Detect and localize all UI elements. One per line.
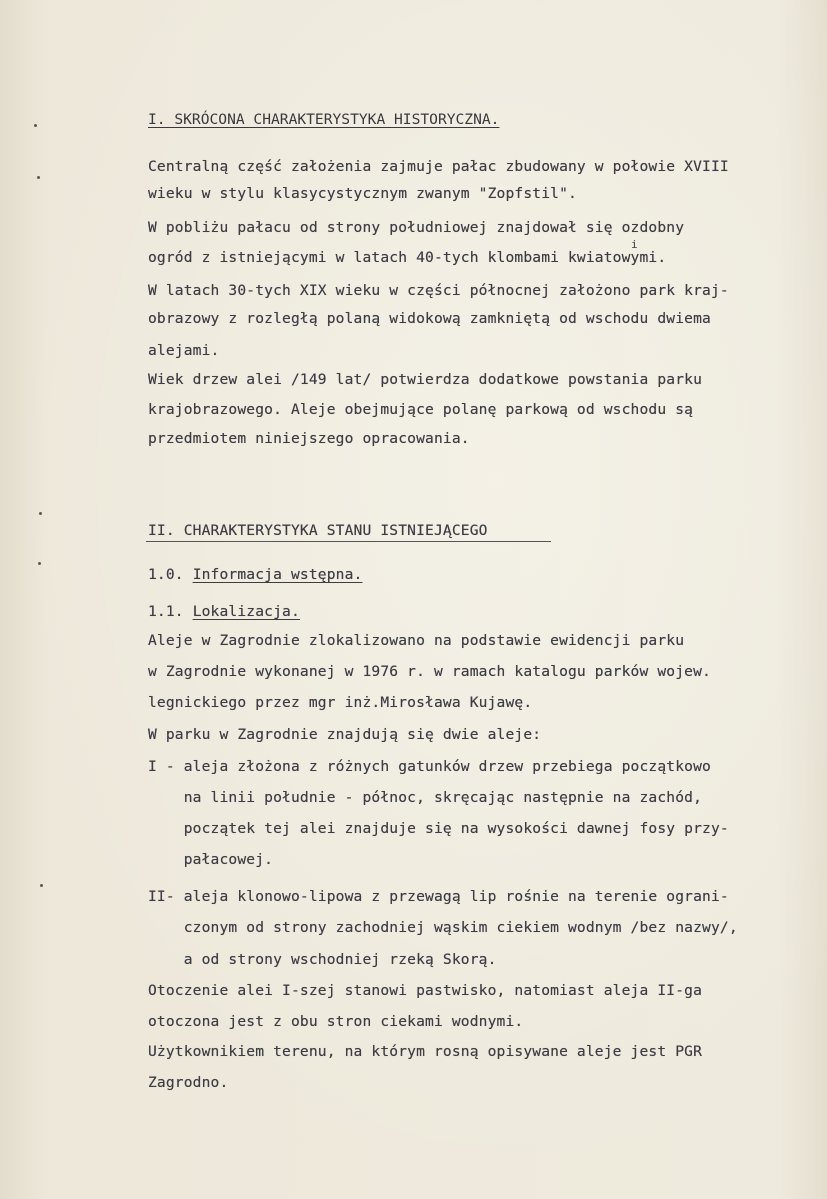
section-1-line: wieku w stylu klasycystycznym zwanym "Zopfstil".	[148, 185, 577, 202]
section-2-line: legnickiego przez mgr inż.Mirosława Kujawę.	[148, 694, 533, 711]
subsection-number: 1.0.	[148, 566, 184, 583]
section-1-line: przedmiotem niniejszego opracowania.	[148, 430, 470, 447]
section-1-line: obrazowy z rozległą polaną widokową zamkniętą od wschodu dwiema	[148, 310, 711, 327]
section-2-line: II- aleja klonowo-lipowa z przewagą lip rośnie na terenie ograni-	[148, 888, 729, 905]
subsection-1-0	[148, 566, 362, 584]
section-2-line: I - aleja złożona z różnych gatunków drzew przebiega początkowo	[148, 758, 711, 775]
subsection-1-1	[148, 603, 300, 621]
section-1-line: krajobrazowego. Aleje obejmujące polanę parkową od wschodu są	[148, 401, 694, 418]
section-1-line: Wiek drzew alei /149 lat/ potwierdza dodatkowe powstania parku	[148, 371, 703, 388]
margin-speck	[38, 562, 41, 565]
section-2-line: pałacowej.	[148, 851, 274, 868]
section-1-line: alejami.	[148, 342, 220, 359]
margin-speck	[40, 884, 43, 887]
section-1-line: Centralną część założenia zajmuje pałac zbudowany w połowie XVIII	[148, 158, 729, 175]
section-2-line: Zagrodno.	[148, 1074, 229, 1091]
section-2-line: Otoczenie alei I-szej stanowi pastwisko, natomiast aleja II-ga	[148, 982, 703, 999]
section-2-line: otoczona jest z obu stron ciekami wodnymi.	[148, 1013, 524, 1030]
margin-speck	[34, 124, 37, 127]
subsection-number: 1.1.	[148, 603, 184, 620]
section-2-heading: II. CHARAKTERYSTYKA STANU ISTNIEJĄCEGO	[148, 522, 488, 539]
section-1-line: ogród z istniejącymi w latach 40-tych klombami kwiatowymi.	[148, 249, 667, 266]
section-1-heading: I. SKRÓCONA CHARAKTERYSTYKA HISTORYCZNA.	[148, 111, 500, 128]
section-2-heading-rule	[146, 541, 551, 542]
section-2-line: a od strony wschodniej rzeką Skorą.	[148, 951, 497, 968]
section-2-line: Użytkownikiem terenu, na którym rosną opisywane aleje jest PGR	[148, 1043, 703, 1060]
section-1-line: W pobliżu pałacu od strony południowej znajdował się ozdobny	[148, 219, 685, 236]
margin-speck	[39, 512, 42, 515]
section-2-line: na linii południe - północ, skręcając następnie na zachód,	[148, 789, 703, 806]
insert-mark: i	[631, 238, 638, 251]
margin-speck	[37, 176, 40, 179]
section-1-line: W latach 30-tych XIX wieku w części północnej założono park kraj-	[148, 282, 729, 299]
subsection-title: Informacja wstępna.	[192, 566, 363, 583]
subsection-title: Lokalizacja.	[192, 603, 300, 620]
section-2-line: W parku w Zagrodnie znajdują się dwie aleje:	[148, 726, 542, 743]
section-2-line: czonym od strony zachodniej wąskim ciekiem wodnym /bez nazwy/,	[148, 919, 738, 936]
section-2-line: początek tej alei znajduje się na wysokości dawnej fosy przy-	[148, 820, 729, 837]
section-2-line: w Zagrodnie wykonanej w 1976 r. w ramach katalogu parków wojew.	[148, 663, 711, 680]
section-2-line: Aleje w Zagrodnie zlokalizowano na podstawie ewidencji parku	[148, 632, 685, 649]
